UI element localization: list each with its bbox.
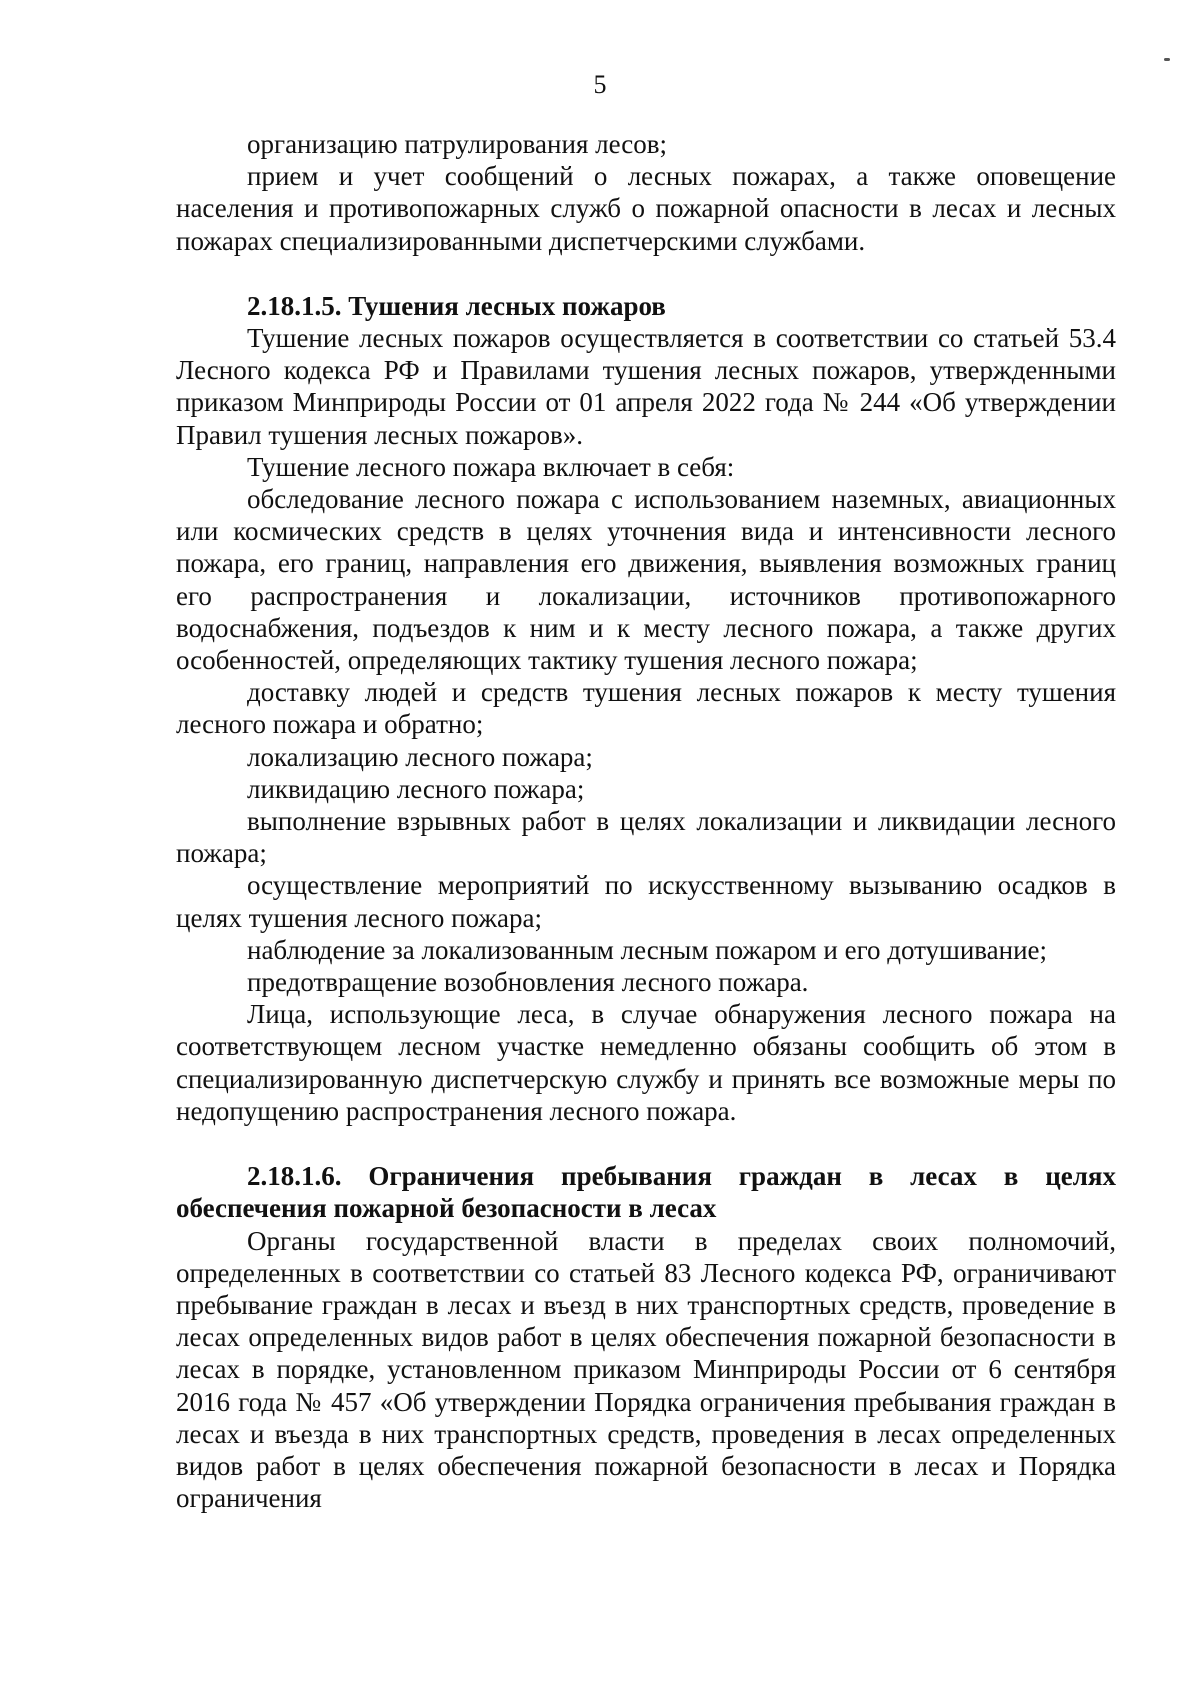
paragraph-firefighting-basis: Тушение лесных пожаров осуществляется в соответствии со статьей 53.4 Лесного кодекса РФ и Правилами тушения лесных пожаров, утвержденными приказом Минприроды России от 01 апреля 2022 года № 244 «Об утверждении Правил тушения лесных пожаров». <box>176 323 1116 450</box>
list-item-delivery: доставку людей и средств тушения лесных пожаров к месту тушения лесного пожара и обратно; <box>176 677 1116 740</box>
document-body <box>176 128 1116 1514</box>
list-item-survey: обследование лесного пожара с использованием наземных, авиационных или космических средств в целях уточнения вида и интенсивности лесного пожара, его границ, направления его движения, выявления возможных границ его распространения и локализации, источников противопожарного водоснабжения, подъездов к ним и к месту лесного пожара, а также других особенностей, определяющих тактику тушения лесного пожара; <box>176 484 1116 676</box>
list-item-prevention: предотвращение возобновления лесного пожара. <box>247 967 809 998</box>
page-number: 5 <box>593 70 607 99</box>
paragraph-includes: Тушение лесного пожара включает в себя: <box>247 451 735 482</box>
list-item-liquidation: ликвидацию лесного пожара; <box>247 773 585 804</box>
list-item-localization: локализацию лесного пожара; <box>247 741 593 772</box>
paragraph-reports: прием и учет сообщений о лесных пожарах, а также оповещение населения и противопожарных служб о пожарной опасности в лесах и лесных пожарах специализированными диспетчерскими службами. <box>176 161 1116 256</box>
list-item-blasting: выполнение взрывных работ в целях локализации и ликвидации лесного пожара; <box>176 806 1116 869</box>
section-heading-2-18-1-6: 2.18.1.6. Ограничения пребывания граждан в лесах в целях обеспечения пожарной безопасности в лесах <box>176 1161 1116 1224</box>
list-item-monitoring: наблюдение за локализованным лесным пожаром и его дотушивание; <box>247 934 1048 965</box>
paragraph-forest-users: Лица, использующие леса, в случае обнаружения лесного пожара на соответствующем лесном участке немедленно обязаны сообщить об этом в специализированную диспетчерскую службу и принять все возможные меры по недопущению распространения лесного пожара. <box>176 999 1116 1126</box>
list-item-precipitation: осуществление мероприятий по искусственному вызыванию осадков в целях тушения лесного пожара; <box>176 870 1116 933</box>
paragraph-restrictions: Органы государственной власти в пределах своих полномочий, определенных в соответствии со статьей 83 Лесного кодекса РФ, ограничивают пребывание граждан в лесах и въезд в них транспортных средств, проведение в лесах определенных видов работ в целях обеспечения пожарной безопасности в лесах в порядке, установленном приказом Минприроды России от 6 сентября 2016 года № 457 «Об утверждении Порядка ограничения пребывания граждан в лесах и въезда в них транспортных средств, проведения в лесах определенных видов работ в целях обеспечения пожарной безопасности в лесах и Порядка ограничения <box>176 1225 1116 1514</box>
section-heading-2-18-1-5: 2.18.1.5. Тушения лесных пожаров <box>247 290 666 321</box>
scan-mark <box>1164 58 1170 61</box>
paragraph-patrol: организацию патрулирования лесов; <box>247 129 667 159</box>
